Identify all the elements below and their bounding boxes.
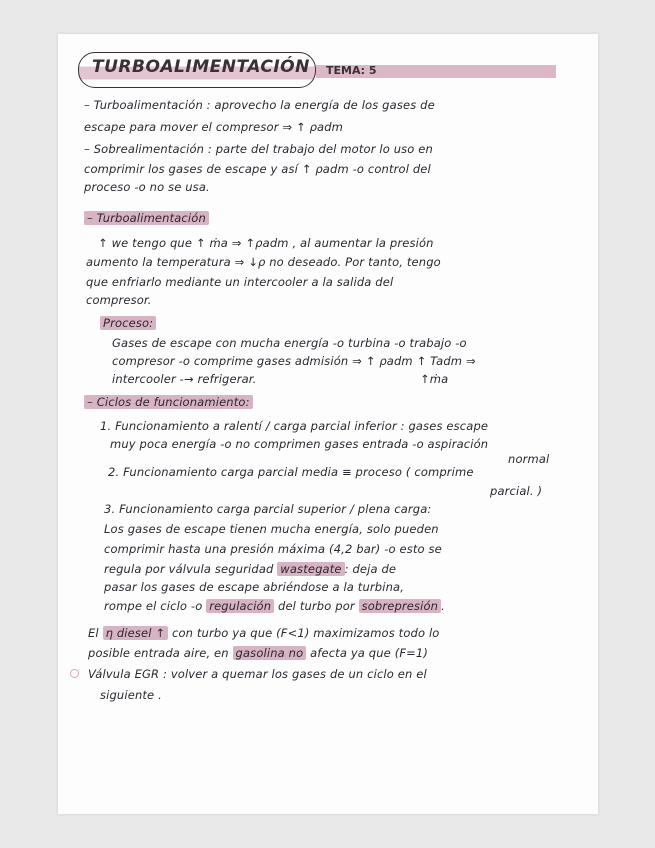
text-line: muy poca energía -o no comprimen gases entrada -o aspiración — [110, 437, 489, 451]
tema-label: TEMA: 5 — [326, 64, 377, 77]
text-line: compresor. — [86, 293, 152, 307]
section-heading-ciclos: – Ciclos de funcionamiento: — [84, 395, 253, 409]
subheading-proceso: Proceso: — [100, 316, 156, 330]
text-line: – Turboalimentación : aprovecho la energía de los gases de — [84, 98, 435, 112]
text-line: pasar los gases de escape abriéndose a la turbina, — [104, 580, 405, 594]
text-line: comprimir los gases de escape y así ↑ ρadm -o control del — [84, 162, 431, 176]
text-line: regula por válvula seguridad wastegate : deja de — [104, 562, 397, 576]
text-line: Los gases de escape tienen mucha energía, solo pueden — [104, 522, 439, 536]
text-line: Gases de escape con mucha energía -o turbina -o trabajo -o — [112, 336, 467, 350]
text-line: 1. Funcionamiento a ralentí / carga parcial inferior : gases escape — [100, 419, 489, 433]
page-title: TURBOALIMENTACIÓN — [92, 57, 310, 77]
text-line: ↑ṁa — [420, 372, 449, 386]
text-line: intercooler -→ refrigerar. — [112, 372, 257, 386]
text-line: ↑ we tengo que ↑ ṁa ⇒ ↑ρadm , al aumentar la presión — [98, 236, 434, 250]
text-line: comprimir hasta una presión máxima (4,2 bar) -o esto se — [104, 542, 442, 556]
highlight-wastegate: wastegate — [277, 562, 344, 576]
text-line: proceso -o no se usa. — [84, 180, 210, 194]
highlight-n-diesel: η diesel ↑ — [103, 626, 169, 640]
text-line: compresor -o comprime gases admisión ⇒ ↑ ρadm ↑ Tadm ⇒ — [112, 354, 476, 368]
text-line: 3. Funcionamiento carga parcial superior / plena carga: — [104, 502, 432, 516]
text-line: 2. Funcionamiento carga parcial media ≡ proceso ( comprime — [108, 465, 474, 479]
section-heading-turbo: – Turboalimentación — [84, 211, 209, 225]
text-line: normal — [508, 452, 550, 466]
text-line: Válvula EGR : volver a quemar los gases de un ciclo en el — [88, 667, 427, 681]
highlight-sobrepresion: sobrepresión — [359, 599, 442, 613]
highlight-regulacion: regulación — [206, 599, 274, 613]
text-line: aumento la temperatura ⇒ ↓ρ no deseado. Por tanto, tengo — [86, 255, 441, 269]
text-line: que enfriarlo mediante un intercooler a la salida del — [86, 275, 394, 289]
highlight-gasolina: gasolina no — [233, 646, 307, 660]
text-line: rompe el ciclo -o regulación del turbo por sobrepresión . — [104, 599, 445, 613]
text-line: El η diesel ↑ con turbo ya que (F<1) maximizamos todo lo — [88, 626, 440, 640]
text-line: siguiente . — [100, 688, 162, 702]
text-line: parcial. ) — [490, 484, 543, 498]
bullet-circle-icon — [70, 669, 79, 678]
text-line: escape para mover el compresor ⇒ ↑ ρadm — [84, 120, 344, 134]
text-line: posible entrada aire, en gasolina no afecta ya que (F=1) — [88, 646, 429, 660]
text-line: – Sobrealimentación : parte del trabajo del motor lo uso en — [84, 142, 433, 156]
